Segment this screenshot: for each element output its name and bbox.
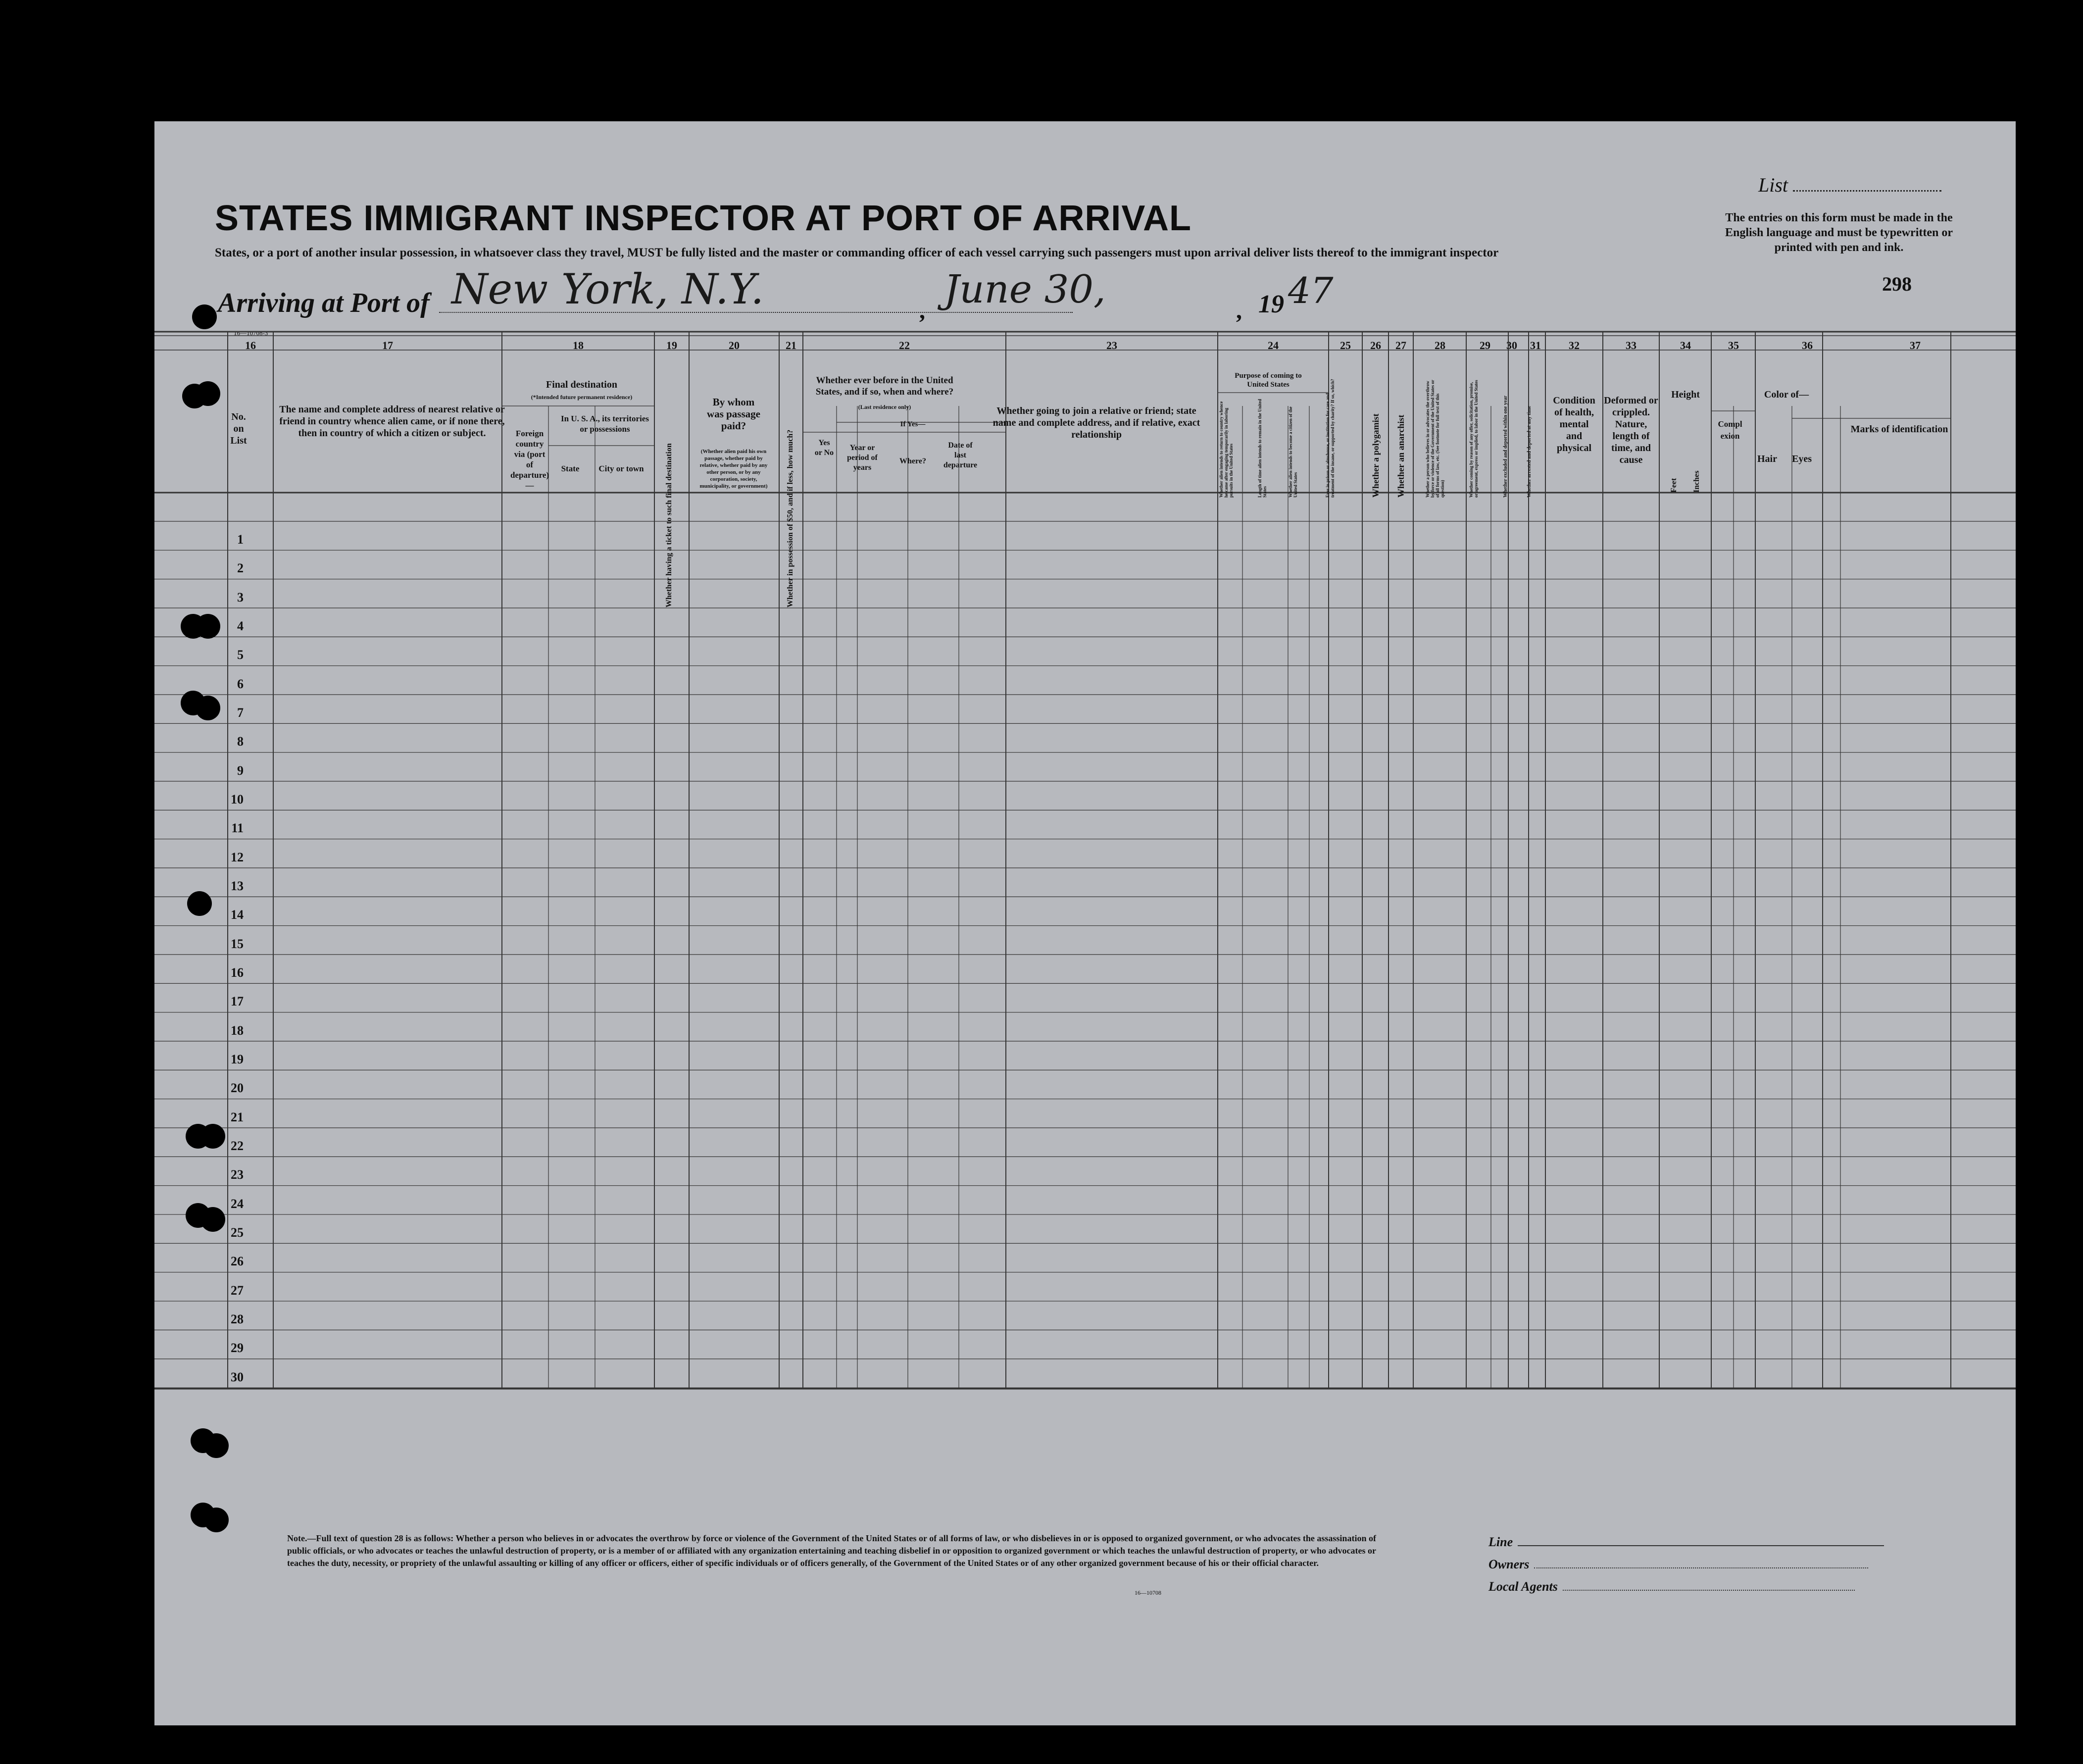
port-handwritten: New York, N.Y. (451, 265, 764, 313)
footer-line-text: Line (1488, 1535, 1513, 1549)
row-number: 18 (231, 1023, 244, 1038)
column-number-19: 19 (666, 339, 677, 352)
instructions-text: The entries on this form must be made in the English language and must be typewritten or printed with pen and ink. (1725, 211, 1953, 254)
col26-header: Whether a polygamist (1371, 413, 1381, 498)
col18-usa: In U. S. A., its territories or possessions (560, 414, 649, 434)
footer-line-label (1488, 1535, 1884, 1550)
col20-subheader: (Whether alien paid his own passage, whether paid by relative, whether paid by any other person, or by any corporation, society, municipality, or government) (699, 449, 768, 489)
col28-header: Whether a person who believes in or advocates the overthrow by force or violence of the Government of the United States or of all forms of law, etc. (See footnote for full text of this question) (1425, 380, 1445, 498)
col22-if-yes: If Yes— (900, 420, 926, 428)
row-number: 17 (231, 994, 244, 1009)
list-label: List (1758, 173, 1941, 197)
col31-header: Whether arrested and deported at any time (1527, 405, 1532, 498)
col24-sub2: Length of time alien intends to remain in the United States (1257, 399, 1267, 498)
col27-header: Whether an anarchist (1396, 414, 1406, 498)
row-number: 26 (231, 1254, 244, 1269)
date-handwritten: June 30, (944, 267, 1106, 312)
column-number-27: 27 (1395, 339, 1406, 352)
column-number-21: 21 (786, 339, 796, 352)
col23-header: Whether going to join a relative or friend; state name and complete address, and if relative, exact relationship (992, 405, 1200, 440)
arriving-label: Arriving at Port of (218, 288, 430, 318)
year-prefix: 19 (1258, 290, 1284, 318)
column-number-31: 31 (1530, 339, 1541, 352)
row-number: 16 (231, 965, 244, 980)
binder-hole (200, 1124, 225, 1149)
col18-city: City or town (598, 464, 644, 473)
col17-header: The name and complete address of nearest relative or friend in country whence alien came, or if none there, then in country of which a citizen or subject. (279, 404, 505, 439)
col20-header: By whom was passage paid? (707, 396, 760, 432)
footer-owners-label (1488, 1557, 1868, 1572)
col22-subheader: (Last residence only) (858, 403, 911, 410)
binder-hole (200, 1207, 225, 1232)
form-code: 16—10708-3 (234, 329, 268, 337)
row-number: 19 (231, 1052, 244, 1067)
row-number: 9 (237, 763, 244, 778)
col18-header: Final destination (546, 379, 617, 390)
col34-feet: Feet (1670, 478, 1678, 493)
col22-yes-no: Yes or No (814, 439, 834, 457)
col22-year: Year or period of years (847, 444, 878, 472)
form-subtitle: States, or a port of another insular possession, in whatsoever class they travel, MUST be fully listed and the master or commanding officer of each vessel carrying such passengers must upon arrival deliver lists thereof to the immigrant inspector (215, 246, 1499, 259)
col36-hair: Hair (1757, 454, 1777, 464)
binder-hole (187, 891, 212, 916)
row-number: 21 (231, 1109, 244, 1124)
binder-hole (204, 1508, 229, 1532)
column-number-36: 36 (1802, 339, 1813, 352)
form-title: STATES IMMIGRANT INSPECTOR AT PORT OF ARRIVAL (215, 199, 1191, 238)
col22-departure: Date of last departure (943, 441, 978, 469)
column-number-16: 16 (245, 339, 256, 352)
row-number: 13 (231, 879, 244, 894)
col34-inches: Inches (1692, 470, 1701, 493)
column-number-20: 20 (729, 339, 740, 352)
footer-agents-label (1488, 1579, 1855, 1594)
footer-agents-text: Local Agents (1488, 1579, 1558, 1594)
column-number-22: 22 (899, 339, 910, 352)
binder-hole (196, 696, 220, 720)
col18-foreign: Foreign country via (port of departure)— (510, 429, 549, 490)
footnote: Note.—Full text of question 28 is as follows: Whether a person who believes in or advocates the overthrow by force or violence of the Government of the United States or of all forms of law, or who disbelieves in or is opposed to organized government, or who advocates the assassination of public officials, or who advocates or teaches the unlawful destruction of property, or is a member of or affiliated with any organization entertaining and teaching disbelief in or opposition to organized government or which teaches the unlawful destruction of property, or who advocates or teaches the duty, necessity, or propriety of the unlawful assaulting or killing of any officer or officers, either of specific individuals or of officers generally, of the Government of the United States or of any other organized government because of his or their official character. (287, 1533, 1376, 1568)
row-number: 5 (237, 648, 244, 662)
comma-2: , (1236, 298, 1242, 324)
column-number-35: 35 (1728, 339, 1739, 352)
col22-where: Where? (899, 457, 926, 465)
row-number: 30 (231, 1369, 244, 1384)
col36-eyes: Eyes (1792, 454, 1812, 464)
column-number-34: 34 (1680, 339, 1691, 352)
column-number-24: 24 (1268, 339, 1279, 352)
col21-header: Whether in possession of $50, and if less, how much? (786, 429, 794, 607)
col24-sub1: Whether alien intends to return to country whence he came after engaging temporarily in laboring pursuits in the United States (1219, 401, 1234, 498)
col19-header: Whether having a ticket to such final destination (665, 443, 673, 607)
col32-header: Condition of health, mental and physical (1553, 395, 1595, 454)
row-number: 12 (231, 850, 244, 864)
manifest-grid (154, 121, 2016, 1725)
manifest-sheet (154, 121, 2016, 1725)
year-handwritten: 47 (1288, 270, 1334, 311)
row-number: 24 (231, 1196, 244, 1211)
row-number: 29 (231, 1341, 244, 1356)
binder-hole (196, 381, 220, 406)
binder-hole (192, 304, 217, 329)
row-number: 10 (231, 792, 244, 806)
col18-state: State (561, 464, 580, 473)
col35-header: Complexion (1718, 419, 1742, 441)
column-number-37: 37 (1910, 339, 1921, 352)
col34-header: Height (1671, 389, 1700, 400)
row-number: 28 (231, 1312, 244, 1327)
col18-subheader: (*Intended future permanent residence) (531, 394, 633, 401)
row-number: 22 (231, 1139, 244, 1154)
column-number-32: 32 (1569, 339, 1580, 352)
col16-header: No. on List (230, 411, 247, 446)
row-number: 27 (231, 1283, 244, 1298)
row-number: 11 (231, 821, 244, 836)
col24-header: Purpose of coming to United States (1235, 372, 1302, 389)
row-number: 1 (237, 532, 244, 547)
column-number-28: 28 (1435, 339, 1445, 352)
col25-header: Ever in prison or almshouse, or institution for care and treatment of the insane, or supported by charity? If so, which? (1325, 379, 1335, 498)
row-number: 14 (231, 907, 244, 922)
col22-header: Whether ever before in the United States, and if so, when and where? (815, 375, 954, 397)
column-number-29: 29 (1480, 339, 1490, 352)
comma-1: , (919, 298, 925, 324)
column-number-26: 26 (1370, 339, 1381, 352)
row-number: 20 (231, 1081, 244, 1096)
column-number-30: 30 (1506, 339, 1517, 352)
row-number: 4 (237, 619, 244, 633)
row-number: 6 (237, 676, 244, 691)
row-number: 3 (237, 590, 244, 605)
column-number-25: 25 (1340, 339, 1351, 352)
column-number-23: 23 (1106, 339, 1117, 352)
col37-header: Marks of identification (1850, 424, 1948, 435)
footnote-code: 16—10708 (1135, 1589, 1161, 1596)
footer-owners-text: Owners (1488, 1557, 1530, 1571)
column-number-33: 33 (1626, 339, 1637, 352)
col36-header: Color of— (1764, 389, 1809, 400)
row-number: 15 (231, 936, 244, 951)
row-number: 25 (231, 1225, 244, 1240)
col24-sub3: Whether alien intends to become a citizen of the United States (1288, 406, 1298, 498)
row-number: 7 (237, 706, 244, 720)
binder-hole (204, 1433, 229, 1458)
row-number: 2 (237, 561, 244, 576)
column-number-17: 17 (382, 339, 393, 352)
sheet-number: 298 (1882, 273, 1912, 295)
col30-header: Whether excluded and deported within one year (1503, 396, 1508, 498)
col33-header: Deformed or crippled. Nature, length of time, and cause (1604, 395, 1658, 465)
binder-hole (196, 614, 220, 639)
col29-header: Whether coming by reason of any offer, solicitation, promise, or agreement, express or implied, to labor in the United States (1469, 380, 1479, 498)
row-number: 23 (231, 1167, 244, 1182)
column-number-18: 18 (573, 339, 584, 352)
row-number: 8 (237, 734, 244, 749)
